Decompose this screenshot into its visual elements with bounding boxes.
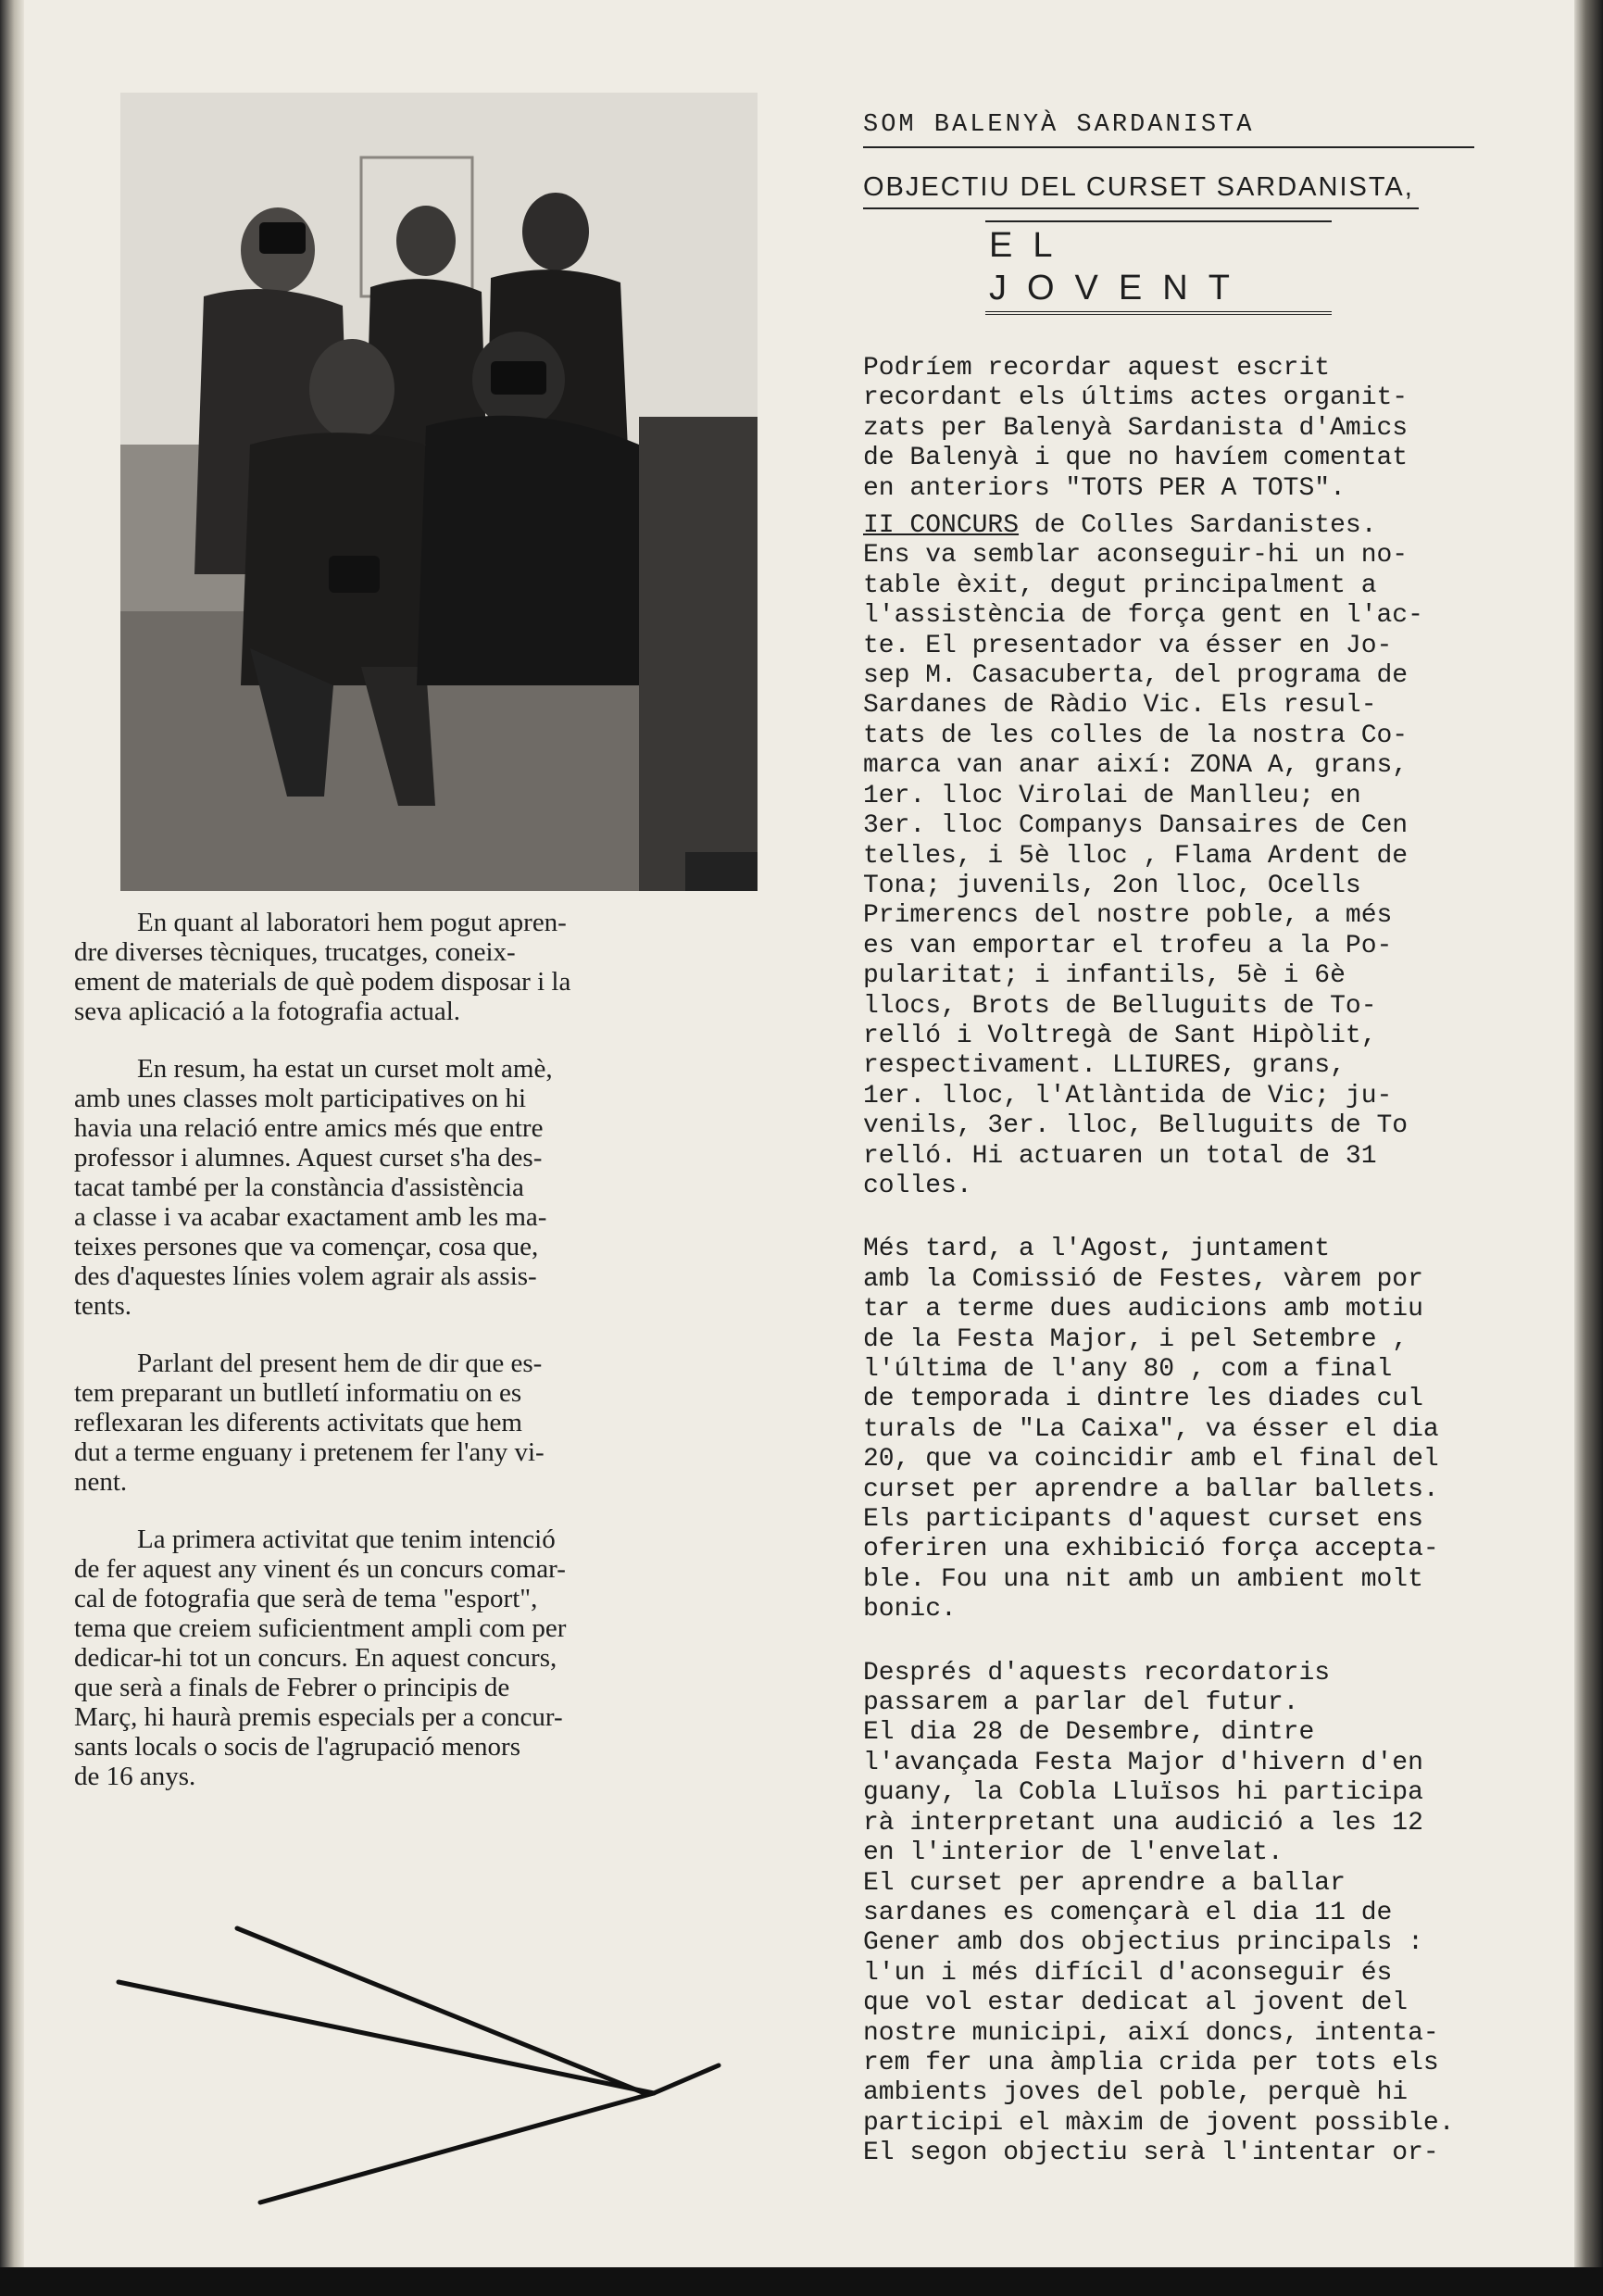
article-paragraph: Més tard, a l'Agost, juntament amb la Comissió de Festes, vàrem por tar a terme dues audicions amb motiu de la Festa Major, i pel Setembre , l'última de l'any 80 , com a final de temporada i dintre les diades cul turals de "La Caixa", va ésser el dia 20, que va coincidir amb el final del curset per aprendre a ballar ballets. Els participants d'aquest curset ens oferiren una exhibició força accepta- ble. Fou una nit amb un ambient molt bonic. [863,1235,1439,1625]
contest-text: de Colles Sardanistes. Ens va semblar aconseguir-hi un no- table èxit, degut principalment a l'assistència de força gent en l'ac- te. El presentador va ésser en Jo- sep M. Casacuberta, del programa de Sardanes de Ràdio Vic. Els resul- tats de les colles de la nostra Co- marca van anar així: ZONA A, grans, 1er. lloc Virolai de Manlleu; en 3er. lloc Companys Dansaires de Cen telles, i 5è lloc , Flama Ardent de Tona; juvenils, 2on lloc, Ocells Primerencs del nostre poble, a més es van emportar el trofeu a la Po- pularitat; i infantils, 5è i 6è llocs, Brots de Belluguits de To- relló i Voltregà de Sant Hipòlit, respectivament. LLIURES, grans, 1er. lloc, l'Atlàntida de Vic; ju- venils, 3er. lloc, Belluguits de To relló. Hi actuaren un total de 31 colles. [863,511,1423,1200]
left-paragraph: En quant al laboratori hem pogut apren- dre diverses tècniques, trucatges, coneix- ement de materials de què podem disposar i la seva aplicació a la fotografia actual. [74,908,571,1026]
article-subtitle: EL JOVENT [985,220,1332,315]
article-paragraph: Podríem recordar aquest escrit recordant els últims actes organit- zats per Balenyà Sardanista d'Amics de Balenyà i que no havíem comentat en anteriors "TOTS PER A TOTS". [863,354,1409,503]
article-paragraph [863,511,1567,1201]
page-right-edge [1574,0,1603,2296]
contest-heading: II CONCURS [863,511,1020,541]
page-binding-edge [0,0,24,2296]
hand-drawn-arrow-icon [107,1908,774,2223]
left-paragraph: Parlant del present hem de dir que es- tem preparant un butlletí informatiu on es reflexaran les diferents activitats que hem dut a terme enguany i pretenem fer l'any vi- nent. [74,1349,545,1497]
left-paragraph: En resum, ha estat un curset molt amè, amb unes classes molt participatives on hi havia una relació entre amics més que entre professor i alumnes. Aquest curset s'ha des- tacat també per la constància d'assistència a classe i va acabar exactament amb les ma- teixes persones que va començar, cosa que, des d'aquestes línies volem agrair als assis- tents. [74,1054,553,1321]
article-paragraph: Després d'aquests recordatoris passarem a parlar del futur. El dia 28 de Desembre, dintre l'avançada Festa Major d'hivern d'en guany, la Cobla Lluïsos hi participa rà interpretant una audició a les 12 en l'interior de l'envelat. El curset per aprendre a ballar sardanes es començarà el dia 11 de Gener amb dos objectius principals : l'un i més difícil d'aconseguir és que vol estar dedicat al jovent del nostre municipi, així doncs, intenta- rem fer una àmplia crida per tots els ambients joves del poble, perquè hi participi el màxim de jovent possible. El segon objectiu serà l'intentar or- [863,1658,1455,2168]
article-title: OBJECTIU DEL CURSET SARDANISTA, [863,170,1419,209]
left-article-text [74,908,778,1819]
left-paragraph: La primera activitat que tenim intenció de fer aquest any vinent és un concurs comar- cal de fotografia que serà de tema "esport", tema que creiem suficientment ampli com per dedicar-hi tot un concurs. En aquest concurs, que serà a finals de Febrer o principis de Març, hi haurà premis especials per a concur- sants locals o socis de l'agrupació menors de 16 anys. [74,1524,567,1791]
right-article [863,109,1567,2169]
page [24,0,1598,2267]
group-photo [120,93,758,891]
section-title: SOM BALENYÀ SARDANISTA [863,109,1474,148]
photo-icon [120,93,758,891]
page-bottom-edge [0,2267,1603,2296]
